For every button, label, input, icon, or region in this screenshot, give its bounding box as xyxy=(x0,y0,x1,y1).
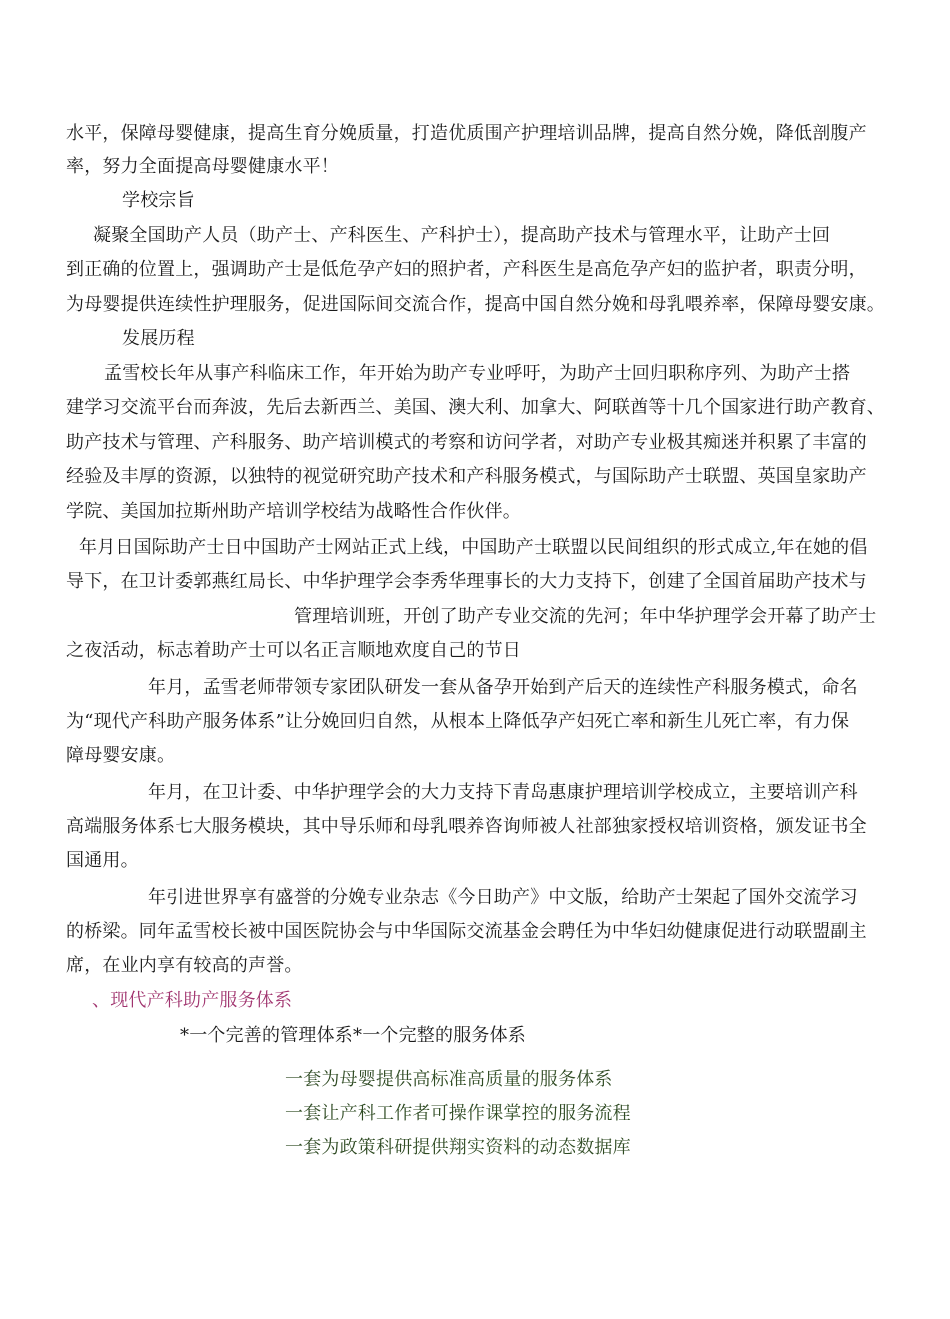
system-heading: 、现代产科助产服务体系 xyxy=(92,990,293,1011)
system-item-2: 一套让产科工作者可操作课掌控的服务流程 xyxy=(285,1103,631,1124)
intro-line-1: 水平，保障母婴健康，提高生育分娩质量，打造优质围产护理培训品牌，提高自然分娩，降低剖腹产 xyxy=(66,123,867,144)
history-p5-line-2: 的桥梁。同年孟雪校长被中国医院协会与中华国际交流基金会聘任为中华妇幼健康促进行动联盟副主 xyxy=(66,921,867,942)
history-p5-line-3: 席，在业内享有较高的声誉。 xyxy=(66,955,303,976)
history-p4-line-2: 高端服务体系七大服务模块，其中导乐师和母乳喂养咨询师被人社部独家授权培训资格，颁发证书全 xyxy=(66,816,867,837)
history-p3-line-1: 年月，孟雪老师带领专家团队研发一套从备孕开始到产后天的连续性产科服务模式，命名 xyxy=(148,677,858,698)
history-p5-line-1: 年引进世界享有盛誉的分娩专业杂志《今日助产》中文版，给助产士架起了国外交流学习 xyxy=(148,887,858,908)
history-heading: 发展历程 xyxy=(122,328,195,349)
history-p1-line-5: 学院、美国加拉斯州助产培训学校结为战略性合作伙伴。 xyxy=(66,501,521,522)
mission-line-3: 为母婴提供连续性护理服务，促进国际间交流合作，提高中国自然分娩和母乳喂养率，保障母婴安康。 xyxy=(66,294,885,315)
history-p4-line-3: 国通用。 xyxy=(66,850,139,871)
history-p3-line-2: 为“现代产科助产服务体系”让分娩回归自然，从根本上降低孕产妇死亡率和新生儿死亡率，有力保 xyxy=(66,711,850,732)
history-p1-line-1: 孟雪校长年从事产科临床工作，年开始为助产专业呼吁，为助产士回归职称序列、为助产士搭 xyxy=(104,363,851,384)
history-p2-line-2: 导下，在卫计委郭燕红局长、中华护理学会李秀华理事长的大力支持下，创建了全国首届助产技术与 xyxy=(66,571,867,592)
history-p1-line-4: 经验及丰厚的资源，以独特的视觉研究助产技术和产科服务模式，与国际助产士联盟、英国皇家助产 xyxy=(66,466,867,487)
mission-line-2: 到正确的位置上，强调助产士是低危孕产妇的照护者，产科医生是高危孕产妇的监护者，职责分明， xyxy=(66,259,867,280)
history-p2-line-1: 年月日国际助产士日中国助产士网站正式上线，中国助产士联盟以民间组织的形式成立,年在她的倡 xyxy=(79,537,868,558)
history-p2-line-4: 之夜活动，标志着助产士可以名正言顺地欢度自己的节日 xyxy=(66,640,521,661)
system-tagline: *一个完善的管理体系*一个完整的服务体系 xyxy=(180,1025,526,1046)
system-item-3: 一套为政策科研提供翔实资料的动态数据库 xyxy=(285,1137,631,1158)
history-p3-line-3: 障母婴安康。 xyxy=(66,745,176,766)
system-item-1: 一套为母婴提供高标准高质量的服务体系 xyxy=(285,1069,613,1090)
history-p1-line-2: 建学习交流平台而奔波，先后去新西兰、美国、澳大利、加拿大、阿联酋等十几个国家进行助产教育、 xyxy=(66,397,885,418)
history-p2-line-3: 管理培训班，开创了助产专业交流的先河；年中华护理学会开幕了助产士 xyxy=(294,606,877,627)
history-p4-line-1: 年月，在卫计委、中华护理学会的大力支持下青岛惠康护理培训学校成立，主要培训产科 xyxy=(148,782,858,803)
mission-line-1: 凝聚全国助产人员（助产士、产科医生、产科护士），提高助产技术与管理水平，让助产士回 xyxy=(93,225,831,246)
history-p1-line-3: 助产技术与管理、产科服务、助产培训模式的考察和访问学者，对助产专业极其痴迷并积累了丰富的 xyxy=(66,432,867,453)
mission-heading: 学校宗旨 xyxy=(122,190,195,211)
intro-line-2: 率，努力全面提高母婴健康水平！ xyxy=(66,156,339,177)
